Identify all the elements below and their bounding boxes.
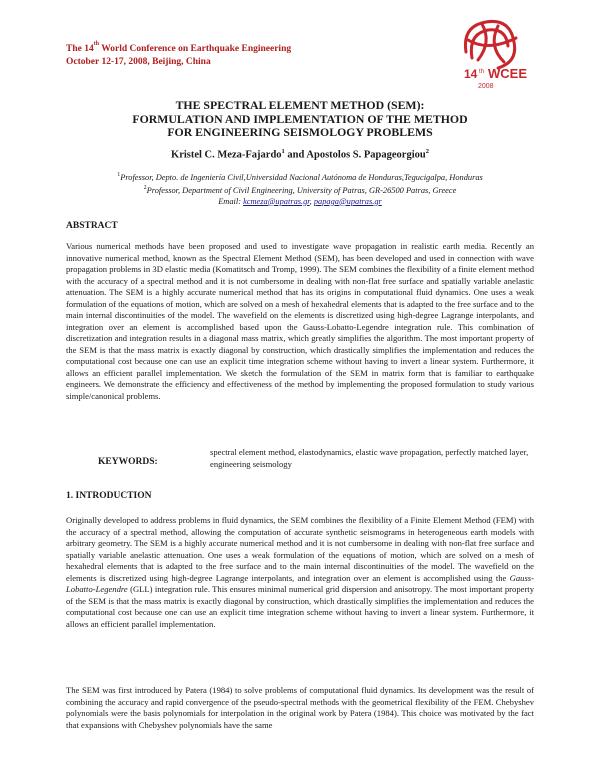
keywords-text: spectral element method, elastodynamics, elastic wave propagation, perfectly matched layer, engineering seismology <box>210 447 529 469</box>
title-line-2: FORMULATION AND IMPLEMENTATION OF THE METHOD <box>132 111 468 126</box>
conference-line-1: The 14th World Conference on Earthquake Engineering <box>66 41 292 54</box>
affiliation-2: $^2$Professor, Department of Civil Engineering, University of Patras, GR-26500 Patras, Greece <box>143 184 457 195</box>
title-line-1: THE SPECTRAL ELEMENT METHOD (SEM): <box>175 98 425 112</box>
email-line: Email: kcmeza@upatras.gr, papaga@upatras.gr <box>218 196 382 206</box>
logo-sup: th <box>479 69 485 75</box>
conference-header <box>66 38 291 68</box>
logo-name: WCEE <box>488 66 527 81</box>
paper-title <box>60 99 540 140</box>
affiliation-1: $^1$Professor, Depto. de Ingeniería Civil,Universidad Nacional Autónoma de Honduras,Tegucigalpa, Honduras <box>117 172 483 182</box>
logo-year: 2008 <box>478 83 494 90</box>
intro-paragraph-2: The SEM was first introduced by Patera (1984) to solve problems of computational fluid dynamics. Its development was the result of combining the accuracy and rapid convergence of the pseudo-spectral methods with the geometrical flexibility of the FEM. Chebyshev polynomials were the basis polynomials for interpolation in the original work by Patera (1984). This choice was motivated by the fact that expansions with Chebyshev polynomials have the same <box>66 685 534 730</box>
wcee-logo <box>448 12 534 96</box>
keywords-label: KEYWORDS: <box>98 457 158 467</box>
email-link-1[interactable]: kcmeza@upatras.gr <box>243 196 310 206</box>
abstract-heading: ABSTRACT <box>66 221 118 231</box>
affiliations <box>60 170 540 207</box>
authors: Kristel C. Meza-Fajardo$^1$ and Apostolos S. Papageorgiou$^2$ <box>171 148 429 161</box>
conference-line-2: October 12-17, 2008, Beijing, China <box>66 56 211 67</box>
title-line-3: FOR ENGINEERING SEISMOLOGY PROBLEMS <box>167 125 433 139</box>
logo-number: 14 <box>464 67 478 81</box>
intro-paragraph-1: Originally developed to address problems in fluid dynamics, the SEM combines the flexibility of a Finite Element Method (FEM) with the accuracy of a spectral method, allowing the computation of accurate synthetic seismograms in heterogeneous earth models with arbitrary geometry. The SEM is a highly accurate numerical method and it is not cumbersome in dealing with non-flat free surface and spatially variable anelastic attenuation. One uses a weak formulation of the equations of motion, which are solved on a mesh of hexahedral elements that is adapted to the free surface and to the main internal discontinuities of the model. The wavefield on the elements is discretized using high-degree Lagrange interpolants, and integration over an element is accomplished using the Gauss-Lobatto-Legendre (GLL) integration rule. This ensures minimal numerical grid dispersion and anisotropy. The most important property of the SEM is that the mass matrix is exactly diagonal by construction, which drastically simplifies the implementation and reduces the computational cost because one can use an explicit time integration scheme without having to invert a linear system. Furthermore, it allows an efficient parallel implementation. <box>66 515 534 629</box>
email-link-2[interactable]: papaga@upatras.gr <box>313 196 382 206</box>
intro-heading: 1. INTRODUCTION <box>66 491 152 501</box>
abstract-text: Various numerical methods have been proposed and used to investigate wave propagation in realistic earth media. Recently an innovative numerical method, known as the Spectral Element Method (SEM), has been developed and used in connection with wave propagation problems in 3D elastic media (Komatitsch and Tromp, 1999). The SEM combines the flexibility of a finite element method with the accuracy of a spectral method and it is not cumbersome in dealing with non-flat free surface and spatially variable anelastic attenuation. The SEM is a highly accurate numerical method that has its origins in computational fluid dynamics. One uses a weak formulation of the equations of motion, which are solved on a mesh of hexahedral elements that is adapted to the free surface and to the main internal discontinuities of the model. The wavefield on the elements is discretized using high-degree Lagrange interpolants, and integration over an element is accomplished based upon the Gauss-Lobatto-Legendre integration rule. This combination of discretization and integration results in a diagonal mass matrix, which greatly simplifies the algorithm. The most important property of the SEM is that the mass matrix is exactly diagonal by construction, which drastically simplifies the implementation and reduces the computational cost because one can use an explicit time integration scheme without having to invert a linear system. Furthermore, it allows an efficient parallel implementation. We sketch the formulation of the SEM in matrix form that is familiar to earthquake engineers. We demonstrate the efficiency and effectiveness of the method by implementing the proposed formulation to study various simple/canonical problems. <box>66 241 534 401</box>
